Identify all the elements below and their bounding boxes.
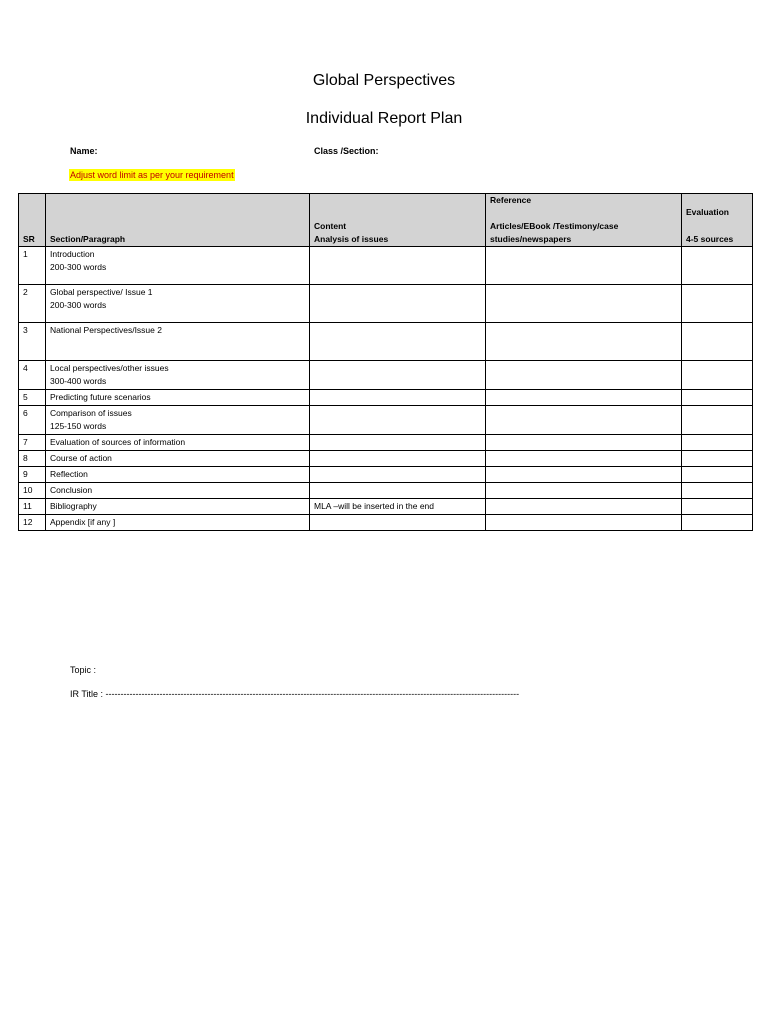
row-content-cell: [310, 390, 486, 406]
row-sr-cell: 5: [19, 390, 46, 406]
table-row: [19, 483, 753, 499]
row-reference-cell: [486, 247, 682, 285]
row-evaluation-cell: [682, 451, 753, 467]
row-reference-cell: [486, 323, 682, 361]
row-sr-cell: 8: [19, 451, 46, 467]
header-content: Content Analysis of issues: [310, 194, 486, 247]
row-sr-cell: 4: [19, 361, 46, 390]
document-title: Global Perspectives: [312, 72, 456, 89]
table-row: [19, 323, 753, 361]
row-reference-cell: [486, 483, 682, 499]
row-evaluation-cell: [682, 483, 753, 499]
header-section: Section/Paragraph: [46, 194, 310, 247]
row-evaluation-cell: [682, 406, 753, 435]
row-sr-cell: 1: [19, 247, 46, 285]
row-section-cell: Evaluation of sources of information: [46, 435, 310, 451]
row-reference-cell: [486, 467, 682, 483]
class-section-label: Class /Section:: [314, 146, 379, 156]
table-row: [19, 435, 753, 451]
row-evaluation-cell: [682, 323, 753, 361]
row-section-cell: Bibliography: [46, 499, 310, 515]
row-evaluation-cell: [682, 467, 753, 483]
row-reference-cell: [486, 499, 682, 515]
row-content-cell: MLA –will be inserted in the end: [310, 499, 486, 515]
row-content-cell: [310, 323, 486, 361]
table-row: [19, 515, 753, 531]
row-sr-cell: 3: [19, 323, 46, 361]
row-section-cell: Course of action: [46, 451, 310, 467]
row-content-cell: [310, 435, 486, 451]
row-reference-cell: [486, 515, 682, 531]
header-evaluation: Evaluation 4-5 sources: [682, 194, 753, 247]
row-evaluation-cell: [682, 285, 753, 323]
row-section-cell: National Perspectives/Issue 2: [46, 323, 310, 361]
row-section-cell: Global perspective/ Issue 1 200-300 words: [46, 285, 310, 323]
row-sr-cell: 9: [19, 467, 46, 483]
row-sr-cell: 7: [19, 435, 46, 451]
topic-label: Topic :: [70, 665, 97, 675]
row-section-cell: Appendix [if any ]: [46, 515, 310, 531]
row-content-cell: [310, 483, 486, 499]
name-label: Name:: [70, 146, 98, 156]
row-reference-cell: [486, 451, 682, 467]
table-row: [19, 499, 753, 515]
row-evaluation-cell: [682, 390, 753, 406]
row-section-cell: Reflection: [46, 467, 310, 483]
row-sr-cell: 6: [19, 406, 46, 435]
row-section-cell: Introduction 200-300 words: [46, 247, 310, 285]
row-reference-cell: [486, 361, 682, 390]
table-row: [19, 247, 753, 285]
table-row: [19, 390, 753, 406]
row-sr-cell: 11: [19, 499, 46, 515]
row-section-cell: Predicting future scenarios: [46, 390, 310, 406]
row-section-cell: Comparison of issues 125-150 words: [46, 406, 310, 435]
row-content-cell: [310, 451, 486, 467]
row-evaluation-cell: [682, 515, 753, 531]
row-evaluation-cell: [682, 247, 753, 285]
table-header-row: [19, 194, 753, 247]
row-reference-cell: [486, 285, 682, 323]
row-content-cell: [310, 515, 486, 531]
table-row: [19, 451, 753, 467]
row-evaluation-cell: [682, 499, 753, 515]
table-row: [19, 285, 753, 323]
row-section-cell: Local perspectives/other issues 300-400 words: [46, 361, 310, 390]
row-reference-cell: [486, 390, 682, 406]
row-evaluation-cell: [682, 361, 753, 390]
row-content-cell: [310, 285, 486, 323]
row-sr-cell: 12: [19, 515, 46, 531]
row-sr-cell: 2: [19, 285, 46, 323]
report-plan-table: [18, 193, 753, 531]
ir-title-label: IR Title : ------------------------------------------------------------------------------------------------------------------------------------------: [70, 689, 520, 699]
row-content-cell: [310, 467, 486, 483]
header-sr: SR: [19, 194, 46, 247]
row-section-cell: Conclusion: [46, 483, 310, 499]
document-subtitle: Individual Report Plan: [305, 110, 463, 127]
table-row: [19, 467, 753, 483]
row-evaluation-cell: [682, 435, 753, 451]
word-limit-note: Adjust word limit as per your requirement: [70, 170, 234, 180]
row-content-cell: [310, 406, 486, 435]
table-row: [19, 406, 753, 435]
row-content-cell: [310, 361, 486, 390]
row-content-cell: [310, 247, 486, 285]
row-reference-cell: [486, 435, 682, 451]
header-reference: Reference Articles/EBook /Testimony/case studies/newspapers: [486, 194, 682, 247]
row-reference-cell: [486, 406, 682, 435]
row-sr-cell: 10: [19, 483, 46, 499]
table-row: [19, 361, 753, 390]
